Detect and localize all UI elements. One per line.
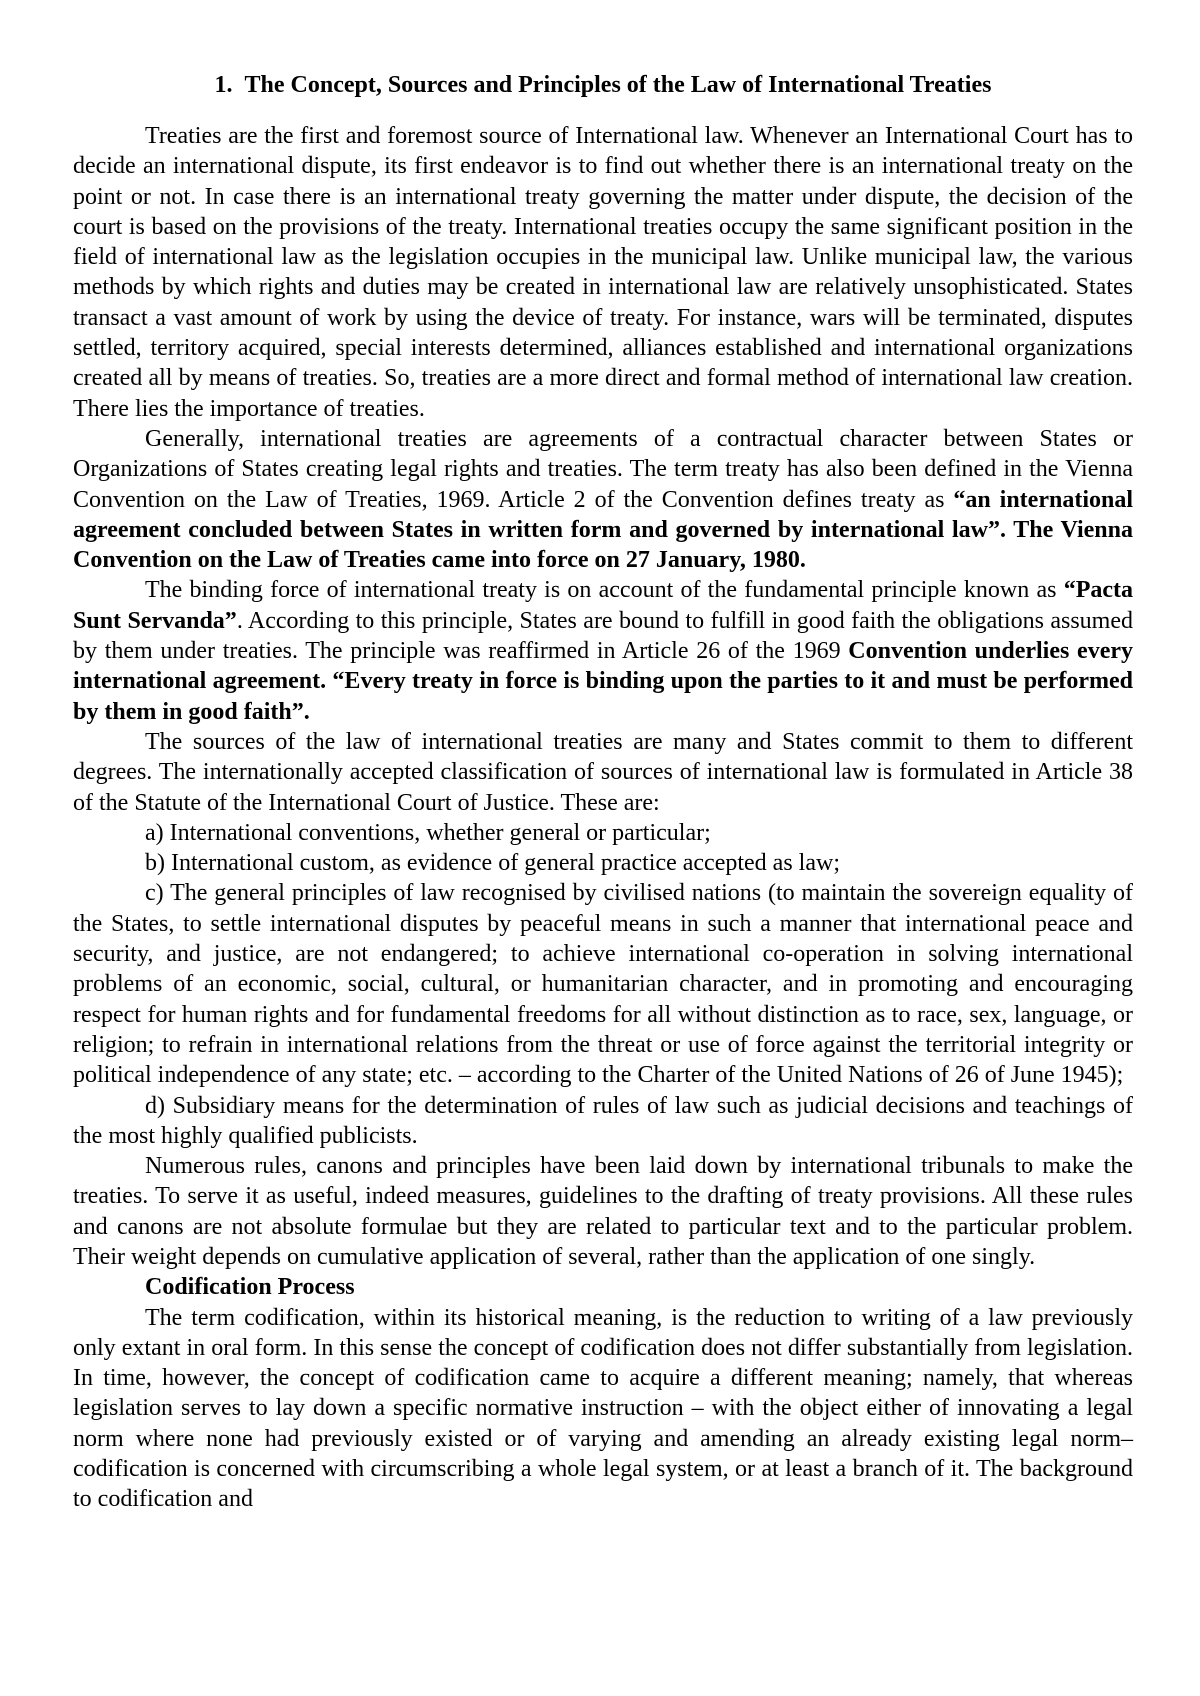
list-item-d: d) Subsidiary means for the determination of rules of law such as judicial decisions and teachings of the most highly qualified publicists.	[73, 1092, 1133, 1149]
section-title	[73, 70, 1133, 100]
paragraph-definition-of-treaty	[73, 424, 1133, 575]
paragraph-pacta-sunt-servanda	[73, 575, 1133, 726]
list-item-c: c) The general principles of law recognised by civilised nations (to maintain the sovereign equality of the States, to settle international disputes by peaceful means in such a manner that international peace and security, and justice, are not endangered; to achieve international co-operation in solving international problems of an economic, social, cultural, or humanitarian character, and in promoting and encouraging respect for human rights and for fundamental freedoms for all without distinction as to race, sex, language, or religion; to refrain in international relations from the threat or use of force against the territorial integrity or political independence of any state; etc. – according to the Charter of the United Nations of 26 of June 1945);	[73, 880, 1133, 1089]
list-item-a: a) International conventions, whether general or particular;	[145, 819, 711, 846]
section-title-text: The Concept, Sources and Principles of the Law of International Treaties	[244, 72, 992, 98]
pacta-sunt-servanda-term: “Pacta Sunt Servanda”	[73, 577, 1133, 634]
paragraph-codification: The term codification, within its historical meaning, is the reduction to writing of a law previously only extant in oral form. In this sense the concept of codification does not differ substantially from legislation. In time, however, the concept of codification came to acquire a different meaning; namely, that whereas legislation serves to lay down a specific normative instruction – with the object either of innovating a legal norm where none had previously existed or of varying and amending an already existing legal norm– codification is concerned with circumscribing a whole legal system, or at least a branch of it. The background to codification and	[73, 1304, 1133, 1513]
subheading-codification-process: Codification Process	[145, 1274, 355, 1301]
definition-quote: “an international agreement concluded between States in written form and governed by international law”. The Vienna Convention on the Law of Treaties came into force on 27 January, 1980.	[73, 486, 1133, 574]
section-number: 1.	[214, 72, 233, 98]
definition-text: Generally, international treaties are agreements of a contractual character between States or Organizations of States creating legal rights and treaties. The term treaty has also been defined in the Vienna Convention on the Law of Treaties, 1969. Article 2 of the Convention defines treaty as	[73, 425, 1133, 513]
paragraph-rules-and-canons: Numerous rules, canons and principles have been laid down by international tribunals to make the treaties. To serve it as useful, indeed measures, guidelines to the drafting of treaty provisions. All these rules and canons are not absolute formulae but they are related to particular text and to the particular problem. Their weight depends on cumulative application of several, rather than the application of one singly.	[73, 1153, 1133, 1270]
binding-force-text: The binding force of international treaty is on account of the fundamental principle known as	[145, 577, 1064, 604]
document-page	[73, 70, 1133, 1515]
article-26-quote: Convention underlies every international agreement. “Every treaty in force is binding upon the parties to it and must be performed by them in good faith”.	[73, 638, 1133, 725]
paragraph-importance-of-treaties: Treaties are the first and foremost source of International law. Whenever an International Court has to decide an international dispute, its first endeavor is to find out whether there is an international treaty on the point or not. In case there is an international treaty governing the matter under dispute, the decision of the court is based on the provisions of the treaty. International treaties occupy the same significant position in the field of international law as the legislation occupies in the municipal law. Unlike municipal law, the various methods by which rights and duties may be created in international law are relatively unsophisticated. States transact a vast amount of work by using the device of treaty. For instance, wars will be terminated, disputes settled, territory acquired, special interests determined, alliances established and international organizations created all by means of treaties. So, treaties are a more direct and formal method of international law creation. There lies the importance of treaties.	[73, 123, 1133, 422]
paragraph-sources-intro: The sources of the law of international treaties are many and States commit to them to different degrees. The internationally accepted classification of sources of international law is formulated in Article 38 of the Statute of the International Court of Justice. These are:	[73, 728, 1133, 816]
principle-text: . According to this principle, States are bound to fulfill in good faith the obligations assumed by them under treaties. The principle was reaffirmed in Article 26 of the 1969	[73, 607, 1133, 665]
list-item-b: b) International custom, as evidence of general practice accepted as law;	[145, 850, 840, 877]
